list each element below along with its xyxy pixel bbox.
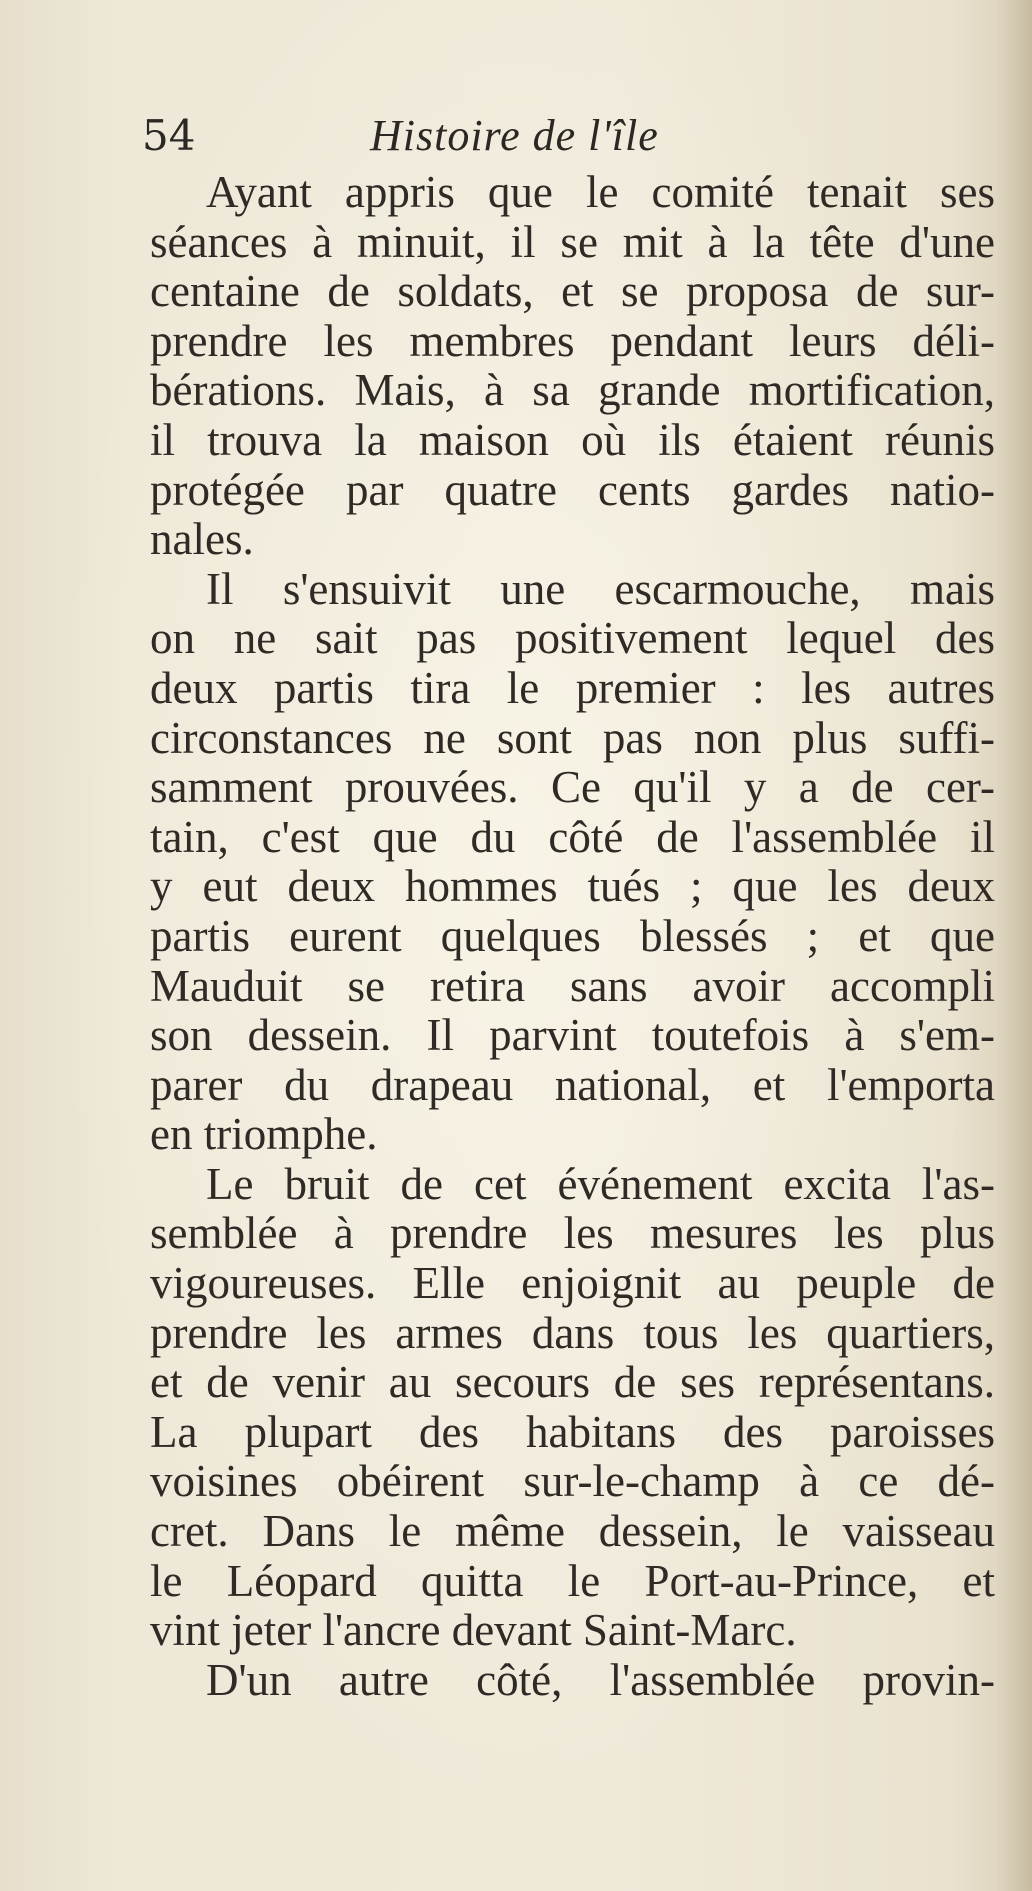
text-line: en triomphe. bbox=[150, 1109, 378, 1160]
text-line: Il s'ensuivit une escarmouche, mais bbox=[206, 563, 995, 614]
text-line: prendre les membres pendant leurs déli- bbox=[150, 315, 995, 366]
text-line: on ne sait pas positivement lequel des bbox=[150, 613, 995, 664]
page-number: 54 bbox=[142, 111, 196, 160]
text-line: son dessein. Il parvint toutefois à s'em- bbox=[150, 1010, 995, 1061]
text-line: y eut deux hommes tués ; que les deux bbox=[150, 861, 995, 912]
text-line: tain, c'est que du côté de l'assemblée il bbox=[150, 811, 995, 862]
text-line: samment prouvées. Ce qu'il y a de cer- bbox=[150, 762, 995, 813]
text-line: Mauduit se retira sans avoir accompli bbox=[150, 960, 995, 1011]
text-line: circonstances ne sont pas non plus suffi- bbox=[150, 712, 995, 763]
text-line: prendre les armes dans tous les quartiers, bbox=[150, 1307, 995, 1358]
text-line: deux partis tira le premier : les autres bbox=[150, 662, 995, 713]
text-line: Ayant appris que le comité tenait ses bbox=[206, 167, 995, 217]
text-line: cret. Dans le même dessein, le vaisseau bbox=[150, 1506, 995, 1557]
running-title: Histoire de l'île bbox=[370, 111, 659, 160]
page-edge-shadow bbox=[996, 0, 1032, 1891]
text-line: et de venir au secours de ses représentans. bbox=[150, 1357, 995, 1408]
text-line: le Léopard quitta le Port-au-Prince, et bbox=[150, 1555, 995, 1606]
text-line: il trouva la maison où ils étaient réunis bbox=[150, 414, 995, 465]
text-line: D'un autre côté, l'assemblée provin- bbox=[206, 1654, 995, 1705]
text-line: La plupart des habitans des paroisses bbox=[150, 1406, 995, 1457]
text-line: partis eurent quelques blessés ; et que bbox=[150, 910, 995, 961]
text-line: Le bruit de cet événement excita l'as- bbox=[206, 1158, 995, 1209]
text-line: semblée à prendre les mesures les plus bbox=[150, 1208, 995, 1259]
text-line: vint jeter l'ancre devant Saint-Marc. bbox=[150, 1605, 797, 1656]
text-line: parer du drapeau national, et l'emporta bbox=[150, 1059, 995, 1110]
page-header bbox=[140, 106, 1000, 166]
text-line: bérations. Mais, à sa grande mortification, bbox=[150, 365, 995, 416]
body-text bbox=[150, 168, 995, 1705]
text-line: protégée par quatre cents gardes natio- bbox=[150, 464, 995, 515]
text-line: séances à minuit, il se mit à la tête d'une bbox=[150, 216, 995, 267]
text-line: centaine de soldats, et se proposa de sur- bbox=[150, 266, 995, 317]
text-line: nales. bbox=[150, 514, 254, 565]
text-line: vigoureuses. Elle enjoignit au peuple de bbox=[150, 1258, 995, 1309]
text-line: voisines obéirent sur-le-champ à ce dé- bbox=[150, 1456, 995, 1507]
